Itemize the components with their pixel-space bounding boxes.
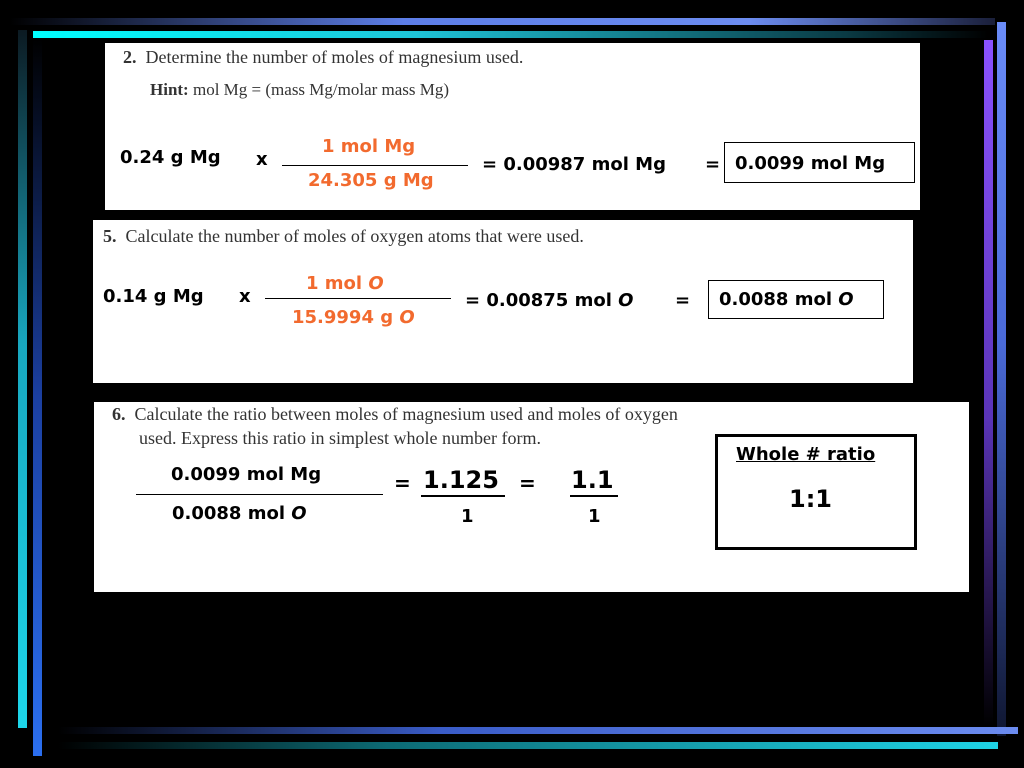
numerator-text: 1 mol (306, 273, 369, 294)
whole-ratio-value: 1:1 (789, 485, 832, 513)
ratio-1-bar (421, 495, 505, 497)
question-number: 5. (103, 226, 117, 246)
frame-bar-right-blue (997, 22, 1006, 736)
answer-text: 0.0099 mol Mg (735, 153, 886, 174)
question-5-panel (93, 220, 913, 383)
answer-value: 0.0088 mol (719, 289, 839, 310)
result-text: = 0.00875 mol (465, 290, 619, 311)
fraction-numerator: 0.0099 mol Mg (171, 464, 322, 485)
ratio-1-bottom: 1 (461, 506, 474, 527)
question-2-panel (105, 43, 920, 210)
question-6-prompt (112, 402, 678, 450)
question-number: 2. (123, 47, 137, 67)
question-6-panel (94, 402, 969, 592)
answer-box (724, 142, 915, 183)
ratio-2-bottom: 1 (588, 506, 601, 527)
denominator-text: 0.0088 mol (172, 503, 292, 524)
equals-sign-1: = (394, 471, 411, 495)
equals-sign: = (705, 154, 721, 175)
question-2-prompt (123, 47, 523, 68)
answer-text (719, 289, 854, 310)
fraction-denominator: 24.305 g Mg (308, 170, 434, 191)
answer-symbol: O (838, 289, 854, 310)
denominator-symbol: O (291, 503, 307, 524)
frame-bar-left-2 (33, 38, 42, 756)
calc-result: = 0.00987 mol Mg (482, 154, 666, 175)
fraction-numerator: 1 mol Mg (322, 136, 416, 157)
ratio-2-bar (570, 495, 618, 497)
fraction-denominator (172, 503, 307, 524)
frame-bar-bottom-teal (58, 742, 998, 749)
frame-bar-right-violet (984, 40, 993, 726)
times-sign: x (256, 149, 268, 170)
question-2-hint (150, 80, 449, 100)
fraction-bar (265, 298, 451, 299)
denominator-symbol: O (399, 307, 415, 328)
equals-sign-2: = (519, 471, 536, 495)
given-mass: 0.14 g Mg (103, 286, 204, 307)
prompt-line-2: used. Express this ratio in simplest whole number form. (139, 428, 541, 448)
frame-bar-top-blue (10, 18, 995, 25)
question-5-prompt (103, 226, 584, 247)
frame-bar-top-teal (33, 31, 988, 38)
fraction-bar (136, 494, 383, 495)
numerator-symbol: O (368, 273, 384, 294)
prompt-text: Determine the number of moles of magnesium used. (145, 47, 524, 67)
ratio-1-top: 1.125 (423, 466, 499, 494)
question-number: 6. (112, 404, 126, 424)
times-sign: x (239, 286, 251, 307)
equals-sign: = (675, 290, 691, 311)
fraction-bar (282, 165, 468, 166)
frame-bar-bottom-blue (58, 727, 1018, 734)
prompt-line-1: Calculate the ratio between moles of magnesium used and moles of oxygen (134, 404, 678, 424)
result-symbol: O (618, 290, 634, 311)
given-mass: 0.24 g Mg (120, 147, 221, 168)
answer-box (708, 280, 884, 319)
whole-ratio-title: Whole # ratio (736, 444, 876, 465)
calc-result (465, 290, 633, 311)
hint-label: Hint: (150, 80, 189, 99)
ratio-2-top: 1.1 (571, 466, 614, 494)
hint-text: mol Mg = (mass Mg/molar mass Mg) (192, 80, 450, 99)
fraction-denominator (292, 307, 415, 328)
prompt-text: Calculate the number of moles of oxygen atoms that were used. (125, 226, 584, 246)
fraction-numerator (306, 273, 384, 294)
denominator-text: 15.9994 g (292, 307, 400, 328)
frame-bar-left-1 (18, 30, 27, 728)
whole-ratio-box (715, 434, 917, 550)
